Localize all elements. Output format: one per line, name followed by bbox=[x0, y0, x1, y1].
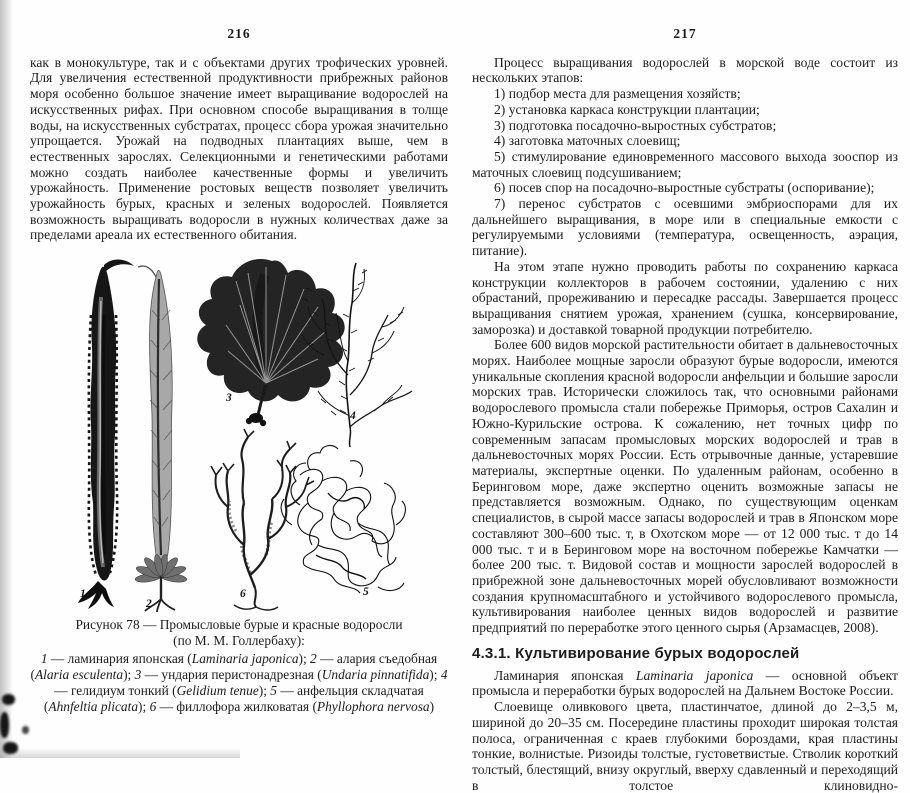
figure-label-5: 5 bbox=[363, 586, 369, 599]
book-page-left bbox=[30, 0, 448, 758]
stage-paragraph: На этом этапе нужно проводить работы по сохранению каркаса конструкции коллекторов в рабочем состоянии, удалению с них обрастаний, прореживанию и пересадке рассады. Завершается процесс выращивания снятием урожая, хранением (сушка, консервирование, заморозка) и доставкой товарной продукции потребителю. bbox=[472, 258, 898, 337]
figure-caption-legend: 1 — ламинария японская (Laminaria japonica); 2 — алария съедобная (Alaria esculenta); 3 — ундария перистонадрезная (Undaria pinnatifida); 4 — гелидиум тонкий (Gelidium tenue); 5 — анфельция складчатая (Ahnfeltia plicata); 6 — филлофора жилковатая (Phyllophora nervosa) bbox=[30, 650, 448, 715]
figure-78 bbox=[60, 255, 440, 613]
resources-paragraph: Более 600 видов морской растительности обитает в дальневосточных морях. Наиболее мощные заросли образуют бурые водоросли, имеются уникальные скопления красной водоросли анфельции и большие заросли морских трав. Исторически сложилось так, что основными районами водорослевого промысла стали побережье Приморья, остров Сахалин и Южно-Курильские острова. К сожалению, нет точных цифр по современным запасам промысловых морских водорослей и трав в дальневосточных морях России. Есть отрывочные данные, устаревшие материалы, экспертные оценки. По удаленным районам, особенно в Беринговом море, даже экспертно оценить возможные запасы не представляется возможным. Однако, по существующим оценкам специалистов, в сырой массе запасы водорослей и трав в Японском море составляют 300–600 тыс. т, в Охотском море — от 12 000 тыс. т до 14 000 тыс. т и в Беринговом море на восточном побережье Камчатки — более 200 тыс. т. Видовой состав и мощности зарослей водорослей в прибрежной зоне дальневосточных морей обусловливают возможности создания крупномасштабного и устойчивого водорослевого промысла, культивирования наиболее ценных видов водорослей и развитие предприятий по переработке этого ценного сырья (Арзамасцев, 2008). bbox=[472, 337, 898, 636]
step-item: 5) стимулирование единовременного массового выхода зооспор из маточных слоевищ подсушиванием; bbox=[472, 148, 898, 180]
figure-caption-title: Рисунок 78 — Промысловые бурые и красные водоросли bbox=[75, 617, 403, 633]
step-item: 3) подготовка посадочно-выростных субстратов; bbox=[494, 117, 777, 133]
page-number-right: 217 bbox=[673, 26, 697, 41]
step-item: 2) установка каркаса конструкции плантации; bbox=[494, 101, 760, 117]
figure-label-3: 3 bbox=[226, 392, 232, 405]
figure-caption-subtitle: (по М. М. Голлербаху): bbox=[173, 633, 305, 649]
section-heading-4-3-1: 4.3.1. Культивирование бурых водорослей bbox=[472, 644, 800, 662]
scan-smudge bbox=[22, 726, 29, 734]
page-number-left: 216 bbox=[227, 26, 251, 41]
scan-smudge bbox=[2, 694, 15, 705]
undaria-drawing bbox=[197, 259, 344, 426]
laminaria-paragraph: Ламинария японская Laminaria japonica — основной объект промысла и переработки бурых водорослей на Дальнем Востоке России. bbox=[472, 667, 898, 699]
book-page-right bbox=[472, 0, 898, 793]
scan-smudge bbox=[0, 712, 9, 738]
phyllophora-drawing bbox=[211, 429, 314, 610]
figure-label-4: 4 bbox=[350, 410, 356, 423]
figure-label-1: 1 bbox=[80, 588, 86, 601]
alaria-drawing bbox=[135, 266, 188, 612]
step-item: 1) подбор места для размещения хозяйств; bbox=[494, 86, 741, 102]
figure-78-illustration bbox=[60, 255, 440, 613]
intro-paragraph: Процесс выращивания водорослей в морской воде состоит из нескольких этапов: bbox=[472, 54, 898, 86]
figure-label-2: 2 bbox=[146, 598, 152, 611]
step-item: 6) посев спор на посадочно-выростные субстраты (оспоривание); bbox=[494, 180, 875, 196]
step-item: 4) заготовка маточных слоевищ; bbox=[494, 133, 681, 149]
left-body-paragraph: как в монокультуре, так и с объектами других трофических уровней. Для увеличения естественной продуктивности прибрежных районов моря особенно большое значение имеет выращивание водорослей на искусственных рифах. При основном способе выращивания в толще воды, на искусственных субстратах, процесс сбора урожая значительно упрощается. Урожай на подводных плантациях выше, чем в естественных зарослях. Селекционными и генетическими работами можно создать наиболее качественные формы и увеличить урожайность. Применение ростовых веществ позволяет увеличить урожайность бурых, красных и зеленых водорослей. Появляется возможность выращивать водоросли в нужных количествах даже за пределами ареала их естественного обитания. bbox=[30, 54, 448, 243]
ahnfeltia-drawing bbox=[281, 446, 405, 593]
scan-edge-shadow-left bbox=[0, 0, 13, 758]
step-item: 7) перенос субстратов с осевшими эмбриоспорами для их дальнейшего выращивания, в море или в специальные емкости с регулируемыми условиями (температура, освещенность, аэрация, питание). bbox=[472, 196, 898, 259]
figure-label-6: 6 bbox=[240, 588, 246, 601]
scan-smudge bbox=[3, 742, 18, 754]
thallus-paragraph: Слоевище оливкового цвета, пластинчатое, длиной до 2–3,5 м, шириной до 20–35 см. Посередине пластины проходит широкая толстая полоса, ограниченная с краев глубокими бороздами, края пластины тонкие, волнистые. Ризоиды толстые, густоветвистые. Стволик короткий толстый, блестящий, внизу округлый, вверху сдавленный и переходящий в толстое клиновидно- bbox=[472, 699, 898, 793]
laminaria-drawing bbox=[78, 260, 134, 610]
